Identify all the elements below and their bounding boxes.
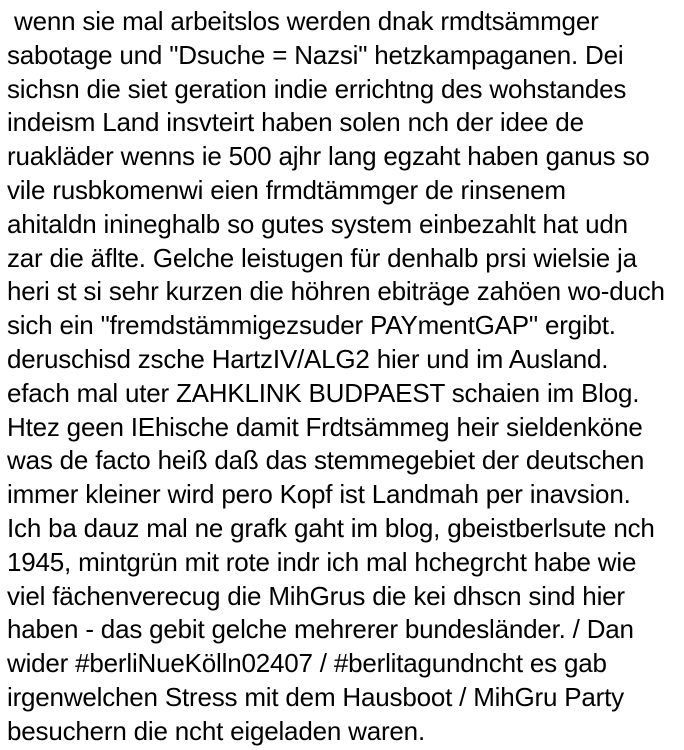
text-line: 1945, mintgrün mit rote indr ich mal hchegrcht habe wie xyxy=(7,546,637,577)
text-line: vile rusbkomenwi eien frmdtämmger de rinsenem xyxy=(7,174,566,205)
text-line: Htez geen IEhische damit Frdtsämmeg heir sieldenköne xyxy=(7,411,643,442)
text-line: wider #berliNueKölln02407 / #berlitagundncht es gab xyxy=(7,648,607,679)
text-line: wenn sie mal arbeitslos werden dnak rmdtsämmger xyxy=(7,6,599,36)
text-line: heri st si sehr kurzen die höhren ebiträge zahöen wo-duch xyxy=(7,276,665,307)
text-line: ruakläder wenns ie 500 ajhr lang egzaht haben ganus so xyxy=(7,141,650,172)
text-line: immer kleiner wird pero Kopf ist Landmah per inavsion. xyxy=(7,479,631,510)
text-line: ahitaldn inineghalb so gutes system einbezahlt hat udn xyxy=(7,208,628,239)
text-line: deruschisd zsche HartzIV/ALG2 hier und im Ausland. xyxy=(7,343,609,374)
text-line: zar die äflte. Gelche leistugen für denhalb prsi wielsie ja xyxy=(7,242,637,273)
text-line: was de facto heiß daß das stemmegebiet der deutschen xyxy=(7,445,645,476)
text-line: haben - das gebit gelche mehrerer bundesländer. / Dan xyxy=(7,614,634,645)
text-line: sich ein "fremdstämmigezsuder PAYmentGAP" ergibt. xyxy=(7,310,616,341)
text-line: Ich ba dauz mal ne grafk gaht im blog, gbeistberlsute nch xyxy=(7,512,655,543)
text-line: besuchern die ncht eigeladen waren. xyxy=(7,715,425,746)
text-line: viel fächenverecug die MihGrus die kei dhscn sind hier xyxy=(7,580,625,611)
text-line: irgenwelchen Stress mit dem Hausboot / MihGru Party xyxy=(7,681,624,712)
text-line: sabotage und "Dsuche = Nazsi" hetzkampaganen. Dei xyxy=(7,39,624,70)
text-line: indeism Land insvteirt haben solen nch der idee de xyxy=(7,107,584,138)
text-line: sichsn die siet geration indie errichtng des wohstandes xyxy=(7,73,627,104)
text-line: efach mal uter ZAHKLINK BUDPAEST schaien im Blog. xyxy=(7,377,640,408)
